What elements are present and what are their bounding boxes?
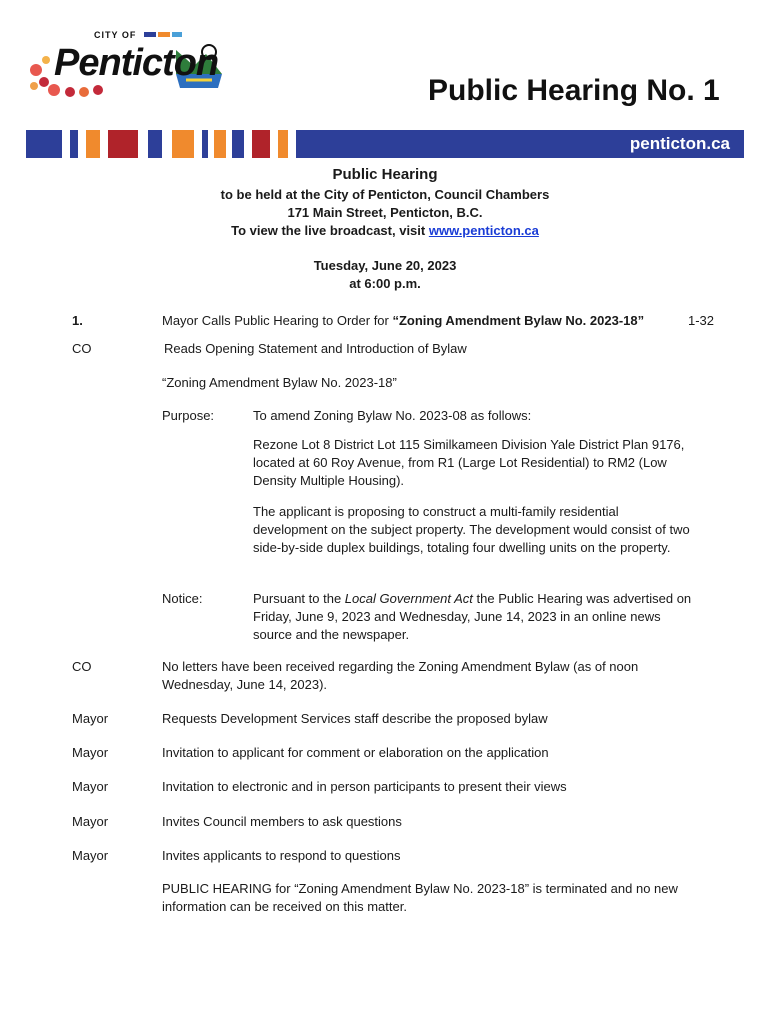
co-action: Reads Opening Statement and Introduction of Bylaw (164, 341, 467, 356)
mayor-action: Invites Council members to ask questions (162, 814, 402, 829)
notice-heading: Public Hearing (332, 166, 438, 183)
purpose-label: Purpose: (162, 408, 215, 423)
notice-paragraph (253, 590, 698, 644)
city-logo (26, 30, 226, 102)
broadcast-text: To view the live broadcast, visit (231, 223, 429, 238)
purpose-paragraph-1: Rezone Lot 8 District Lot 115 Similkameen Division Yale District Plan 9176, located at 60 Roy Avenue, from R1 (Large Lot Residential) to RM2 (Low Density Multiple Housing). (253, 437, 685, 488)
banner-stripe (148, 130, 162, 158)
logo-city-of: CITY OF (94, 30, 137, 40)
logo-wordmark: Penticton (54, 42, 219, 84)
closing-statement: PUBLIC HEARING for “Zoning Amendment Bylaw No. 2023-18” is terminated and no new information can be received on this matter. (162, 881, 678, 914)
notice-act: Local Government Act (344, 591, 473, 606)
hearing-time: at 6:00 p.m. (349, 276, 421, 291)
banner-stripe (232, 130, 244, 158)
banner-stripe (214, 130, 226, 158)
banner-stripe (26, 130, 62, 158)
co-label: CO (72, 659, 92, 674)
notice-label: Notice: (162, 591, 203, 606)
banner-stripe (70, 130, 78, 158)
bylaw-name: “Zoning Amendment Bylaw No. 2023-18” (162, 375, 397, 390)
purpose-paragraph-2: The applicant is proposing to construct a multi-family residential development on the subject property. The development would consist of two side-by-side duplex buildings, totaling four dwelling units on the property. (253, 504, 690, 555)
banner-bar (296, 130, 744, 158)
mayor-action: Invitation to electronic and in person participants to present their views (162, 779, 567, 794)
document-title: Public Hearing No. 1 (428, 74, 720, 107)
item-1-text (162, 312, 644, 330)
mayor-label: Mayor (72, 711, 109, 726)
item-1-prefix: Mayor Calls Public Hearing to Order for (162, 313, 393, 328)
notice-line-2: 171 Main Street, Penticton, B.C. (287, 205, 483, 220)
banner-stripe (172, 130, 194, 158)
banner-stripe (86, 130, 100, 158)
banner-stripe (108, 130, 138, 158)
mayor-action: Invites applicants to respond to questions (162, 848, 401, 863)
banner-stripe (252, 130, 270, 158)
mayor-label: Mayor (72, 745, 109, 760)
header-banner (26, 130, 744, 158)
notice-line-1: to be held at the City of Penticton, Council Chambers (220, 187, 550, 202)
notice-line-3 (0, 223, 770, 238)
mayor-action: Invitation to applicant for comment or elaboration on the application (162, 745, 549, 760)
purpose-line: To amend Zoning Bylaw No. 2023-08 as follows: (253, 408, 532, 423)
item-1-pages: 1-32 (688, 313, 715, 328)
notice-prefix: Pursuant to the (253, 591, 345, 606)
mayor-action: Requests Development Services staff describe the proposed bylaw (162, 711, 548, 726)
banner-stripe (202, 130, 208, 158)
co-label: CO (72, 341, 92, 356)
hearing-date: Tuesday, June 20, 2023 (313, 258, 457, 273)
website-link[interactable]: www.penticton.ca (428, 223, 539, 238)
banner-stripe (278, 130, 288, 158)
mayor-label: Mayor (72, 848, 109, 863)
notice-suffix: the Public Hearing was advertised on Friday, June 9, 2023 and Wednesday, June 14, 2023 in an online news source and the newspaper. (253, 591, 692, 642)
mayor-label: Mayor (72, 779, 109, 794)
item-1-bylaw: “Zoning Amendment Bylaw No. 2023-18” (392, 313, 645, 328)
co-letters: No letters have been received regarding the Zoning Amendment Bylaw (as of noon Wednesday, June 14, 2023). (162, 659, 639, 692)
banner-website: penticton.ca (629, 134, 730, 153)
item-number: 1. (72, 313, 83, 328)
mayor-label: Mayor (72, 814, 109, 829)
